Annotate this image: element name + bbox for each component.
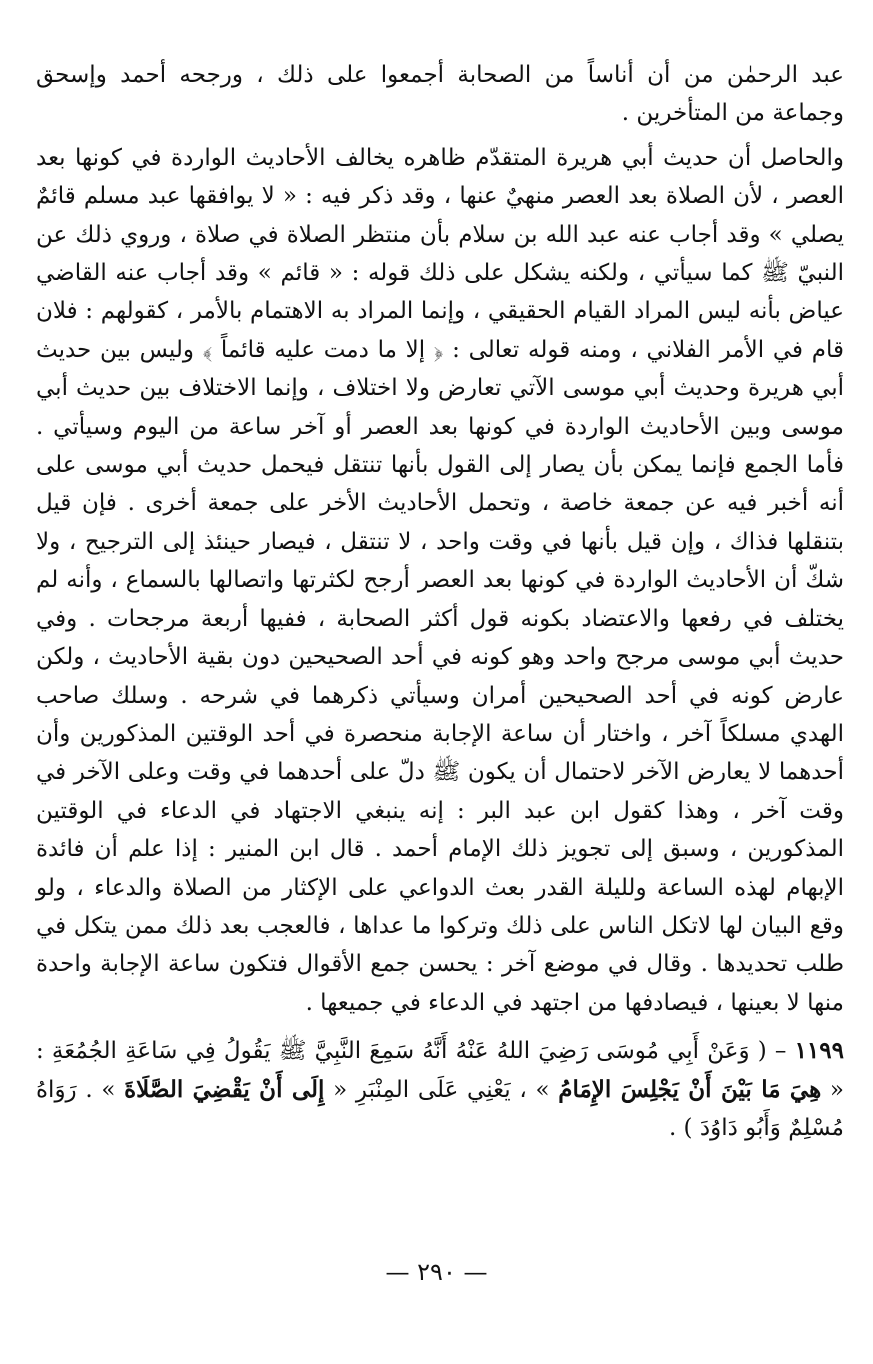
hadith-text-part: » ، يَعْنِي عَلَى المِنْبَرِ « [324,1076,559,1103]
hadith-number: ١١٩٩ [794,1037,844,1065]
page-number: — ٢٩٠ — [385,1258,488,1286]
body-text [36,56,844,1147]
paragraph-main: والحاصل أن حديث أبي هريرة المتقدّم ظاهره يخالف الأحاديث الواردة في كونها بعد العصر ، لأن الصلاة بعد العصر منهيٌ عنها ، وقد ذكر فيه : « لا يوافقها عبد مسلم قائمٌ يصلي » وقد أجاب عنه عبد الله بن سلام بأن منتظر الصلاة في صلاة ، وروي ذلك عن النبيّ ﷺ كما سيأتي ، ولكنه يشكل على ذلك قوله : « قائم » وقد أجاب عنه القاضي عياض بأنه ليس المراد القيام الحقيقي ، وإنما المراد به الاهتمام بالأمر ، كقولهم : فلان قام في الأمر الفلاني ، ومنه قوله تعالى : ﴿ إلا ما دمت عليه قائماً ﴾ وليس بين حديث أبي هريرة وحديث أبي موسى الآتي تعارض ولا اختلاف ، وإنما الاختلاف بين حديث أبي موسى وبين الأحاديث الواردة في كونها بعد العصر أو آخر ساعة من اليوم وسيأتي . فأما الجمع فإنما يمكن بأن يصار إلى القول بأنها تنتقل فيحمل حديث أبي موسى على أنه أخبر فيه عن جمعة خاصة ، وتحمل الأحاديث الأخر على جمعة أخرى . فإن قيل بتنقلها فذاك ، وإن قيل بأنها في وقت واحد ، لا تنتقل ، فيصار حينئذ إلى الترجيح ، ولا شكّ أن الأحاديث الواردة في كونها بعد العصر أرجح لكثرتها واتصالها بالسماع ، وأنه لم يختلف في رفعها والاعتضاد بكونه قول أكثر الصحابة ، ففيها أربعة مرجحات . وفي حديث أبي موسى مرجح واحد وهو كونه في أحد الصحيحين دون بقية الأحاديث ، ولكن عارض كونه في أحد الصحيحين أمران وسيأتي ذكرهما في شرحه . وسلك صاحب الهدي مسلكاً آخر ، واختار أن ساعة الإجابة منحصرة في أحد الوقتين المذكورين وأن أحدهما لا يعارض الآخر لاحتمال أن يكون ﷺ دلّ على أحدهما في وقت وعلى الآخر في وقت آخر ، وهذا كقول ابن عبد البر : إنه ينبغي الاجتهاد في الدعاء في الوقتين المذكورين ، وسبق إلى تجويز ذلك الإمام أحمد . قال ابن المنير : إذا علم أن فائدة الإبهام لهذه الساعة ولليلة القدر بعث الدواعي على الإكثار من الصلاة والدعاء ، ولو وقع البيان لها لاتكل الناس على ذلك وتركوا ما عداها ، فالعجب بعد ذلك ممن يتكل في طلب تحديدها . وقال في موضع آخر : يحسن جمع الأقوال فتكون ساعة الإجابة واحدة منها لا بعينها ، فيصادفها من اجتهد في الدعاء في جميعها . [36,144,844,1016]
hadith-text-part: » . رَوَاهُ مُسْلِمٌ وَأَبُو دَاوُدَ ) . [36,1076,844,1141]
paragraph-continuation: عبد الرحمٰن من أن أناساً من الصحابة أجمعوا على ذلك ، ورجحه أحمد وإسحق وجماعة من المتأخرين . [36,62,844,127]
hadith-entry [36,1032,844,1147]
hadith-text-part: – ( وَعَنْ أَبِي مُوسَى رَضِيَ اللهُ عَنْهُ أَنَّهُ سَمِعَ النَّبِيَّ ﷺ يَقُولُ فِي سَاعَةِ الجُمُعَةِ : « [36,1038,844,1103]
hadith-quote-part: إِلَى أَنْ يَقْضِيَ الصَّلَاةَ [124,1075,325,1103]
hadith-quote-part: هِيَ مَا بَيْنَ أَنْ يَجْلِسَ الإِمَامُ [558,1075,822,1103]
